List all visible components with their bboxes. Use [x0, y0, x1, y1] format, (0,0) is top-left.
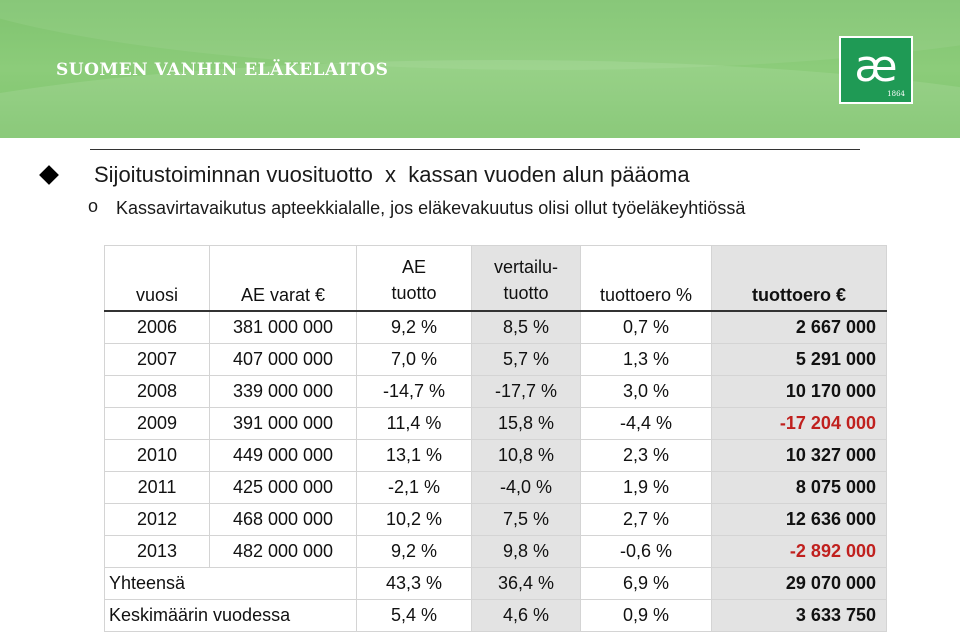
cell-tuottoero-eur: -17 204 000 — [712, 408, 887, 440]
cell-ae-varat: 381 000 000 — [210, 311, 357, 344]
cell-vertailutuotto: 36,4 % — [472, 568, 581, 600]
cell-tuottoero-pct: 0,7 % — [581, 311, 712, 344]
cell-ae-tuotto: 13,1 % — [357, 440, 472, 472]
diamond-bullet-icon — [39, 165, 59, 185]
cell-year: Yhteensä — [105, 568, 357, 600]
cell-tuottoero-pct: 3,0 % — [581, 376, 712, 408]
cell-tuottoero-pct: 1,9 % — [581, 472, 712, 504]
cell-ae-tuotto: -2,1 % — [357, 472, 472, 504]
cell-vertailutuotto: 15,8 % — [472, 408, 581, 440]
cell-ae-varat: 468 000 000 — [210, 504, 357, 536]
cell-year: 2008 — [105, 376, 210, 408]
col-header-tuottoero-eur: tuottoero € — [712, 246, 887, 312]
cell-year: Keskimäärin vuodessa — [105, 600, 357, 632]
cell-year: 2006 — [105, 311, 210, 344]
cell-vertailutuotto: 10,8 % — [472, 440, 581, 472]
cell-ae-tuotto: 9,2 % — [357, 311, 472, 344]
cell-tuottoero-eur: 3 633 750 — [712, 600, 887, 632]
table-row — [105, 440, 887, 472]
table-row — [105, 536, 887, 568]
col-header-vert-line2: tuotto — [503, 283, 549, 303]
header-banner — [0, 0, 960, 138]
table-row — [105, 408, 887, 440]
cell-year: 2012 — [105, 504, 210, 536]
org-name: SUOMEN VANHIN ELÄKELAITOS — [56, 60, 389, 80]
cell-ae-tuotto: 43,3 % — [357, 568, 472, 600]
cell-vertailutuotto: 8,5 % — [472, 311, 581, 344]
cell-vertailutuotto: -17,7 % — [472, 376, 581, 408]
circle-bullet: o — [88, 196, 99, 216]
cell-tuottoero-eur: 2 667 000 — [712, 311, 887, 344]
table-row — [105, 344, 887, 376]
cell-ae-varat: 425 000 000 — [210, 472, 357, 504]
table-header-row — [105, 246, 887, 312]
cell-ae-tuotto: 5,4 % — [357, 600, 472, 632]
logo-year: 1864 — [887, 90, 905, 98]
cell-year: 2011 — [105, 472, 210, 504]
col-header-vuosi: vuosi — [105, 246, 210, 312]
col-header-tuottoero-pct: tuottoero % — [581, 246, 712, 312]
cell-tuottoero-eur: 10 327 000 — [712, 440, 887, 472]
cell-tuottoero-pct: 6,9 % — [581, 568, 712, 600]
cell-ae-tuotto: 11,4 % — [357, 408, 472, 440]
cell-ae-varat: 391 000 000 — [210, 408, 357, 440]
cell-year: 2013 — [105, 536, 210, 568]
cell-ae-tuotto: 10,2 % — [357, 504, 472, 536]
cell-year: 2010 — [105, 440, 210, 472]
cell-vertailutuotto: -4,0 % — [472, 472, 581, 504]
cell-ae-tuotto: 7,0 % — [357, 344, 472, 376]
table-row — [105, 504, 887, 536]
cell-tuottoero-pct: -4,4 % — [581, 408, 712, 440]
cell-year: 2009 — [105, 408, 210, 440]
logo-ae-icon: æ — [854, 41, 898, 92]
cell-tuottoero-pct: 2,7 % — [581, 504, 712, 536]
cell-tuottoero-eur: 10 170 000 — [712, 376, 887, 408]
cell-vertailutuotto: 9,8 % — [472, 536, 581, 568]
cell-vertailutuotto: 5,7 % — [472, 344, 581, 376]
cell-tuottoero-pct: -0,6 % — [581, 536, 712, 568]
cell-tuottoero-eur: 8 075 000 — [712, 472, 887, 504]
slide-subtitle: Kassavirtavaikutus apteekkialalle, jos eläkevakuutus olisi ollut työeläkeyhtiössä — [116, 198, 746, 218]
slide-title: Sijoitustoiminnan vuosituotto x kassan vuoden alun pääoma — [94, 162, 690, 187]
cell-tuottoero-pct: 0,9 % — [581, 600, 712, 632]
cell-ae-tuotto: -14,7 % — [357, 376, 472, 408]
col-header-ae-tuotto-line2: tuotto — [391, 283, 437, 303]
cell-tuottoero-pct: 2,3 % — [581, 440, 712, 472]
col-header-vertailutuotto — [472, 246, 581, 312]
cell-ae-tuotto: 9,2 % — [357, 536, 472, 568]
table-row-average — [105, 600, 887, 632]
table-row — [105, 376, 887, 408]
cell-vertailutuotto: 4,6 % — [472, 600, 581, 632]
col-header-vert-line1: vertailu- — [493, 257, 559, 277]
cell-tuottoero-eur: -2 892 000 — [712, 536, 887, 568]
cell-tuottoero-pct: 1,3 % — [581, 344, 712, 376]
cell-year: 2007 — [105, 344, 210, 376]
cell-tuottoero-eur: 12 636 000 — [712, 504, 887, 536]
col-header-ae-tuotto-line1: AE — [401, 257, 426, 277]
col-header-ae-tuotto — [357, 246, 472, 312]
cell-ae-varat: 482 000 000 — [210, 536, 357, 568]
cell-tuottoero-eur: 5 291 000 — [712, 344, 887, 376]
cell-ae-varat: 339 000 000 — [210, 376, 357, 408]
logo — [839, 36, 913, 104]
cell-ae-varat: 449 000 000 — [210, 440, 357, 472]
col-header-ae-varat: AE varat € — [210, 246, 357, 312]
returns-table — [104, 245, 887, 632]
cell-ae-varat: 407 000 000 — [210, 344, 357, 376]
table-row-total — [105, 568, 887, 600]
table-row — [105, 311, 887, 344]
table-row — [105, 472, 887, 504]
cell-tuottoero-eur: 29 070 000 — [712, 568, 887, 600]
title-divider — [90, 149, 860, 150]
cell-vertailutuotto: 7,5 % — [472, 504, 581, 536]
